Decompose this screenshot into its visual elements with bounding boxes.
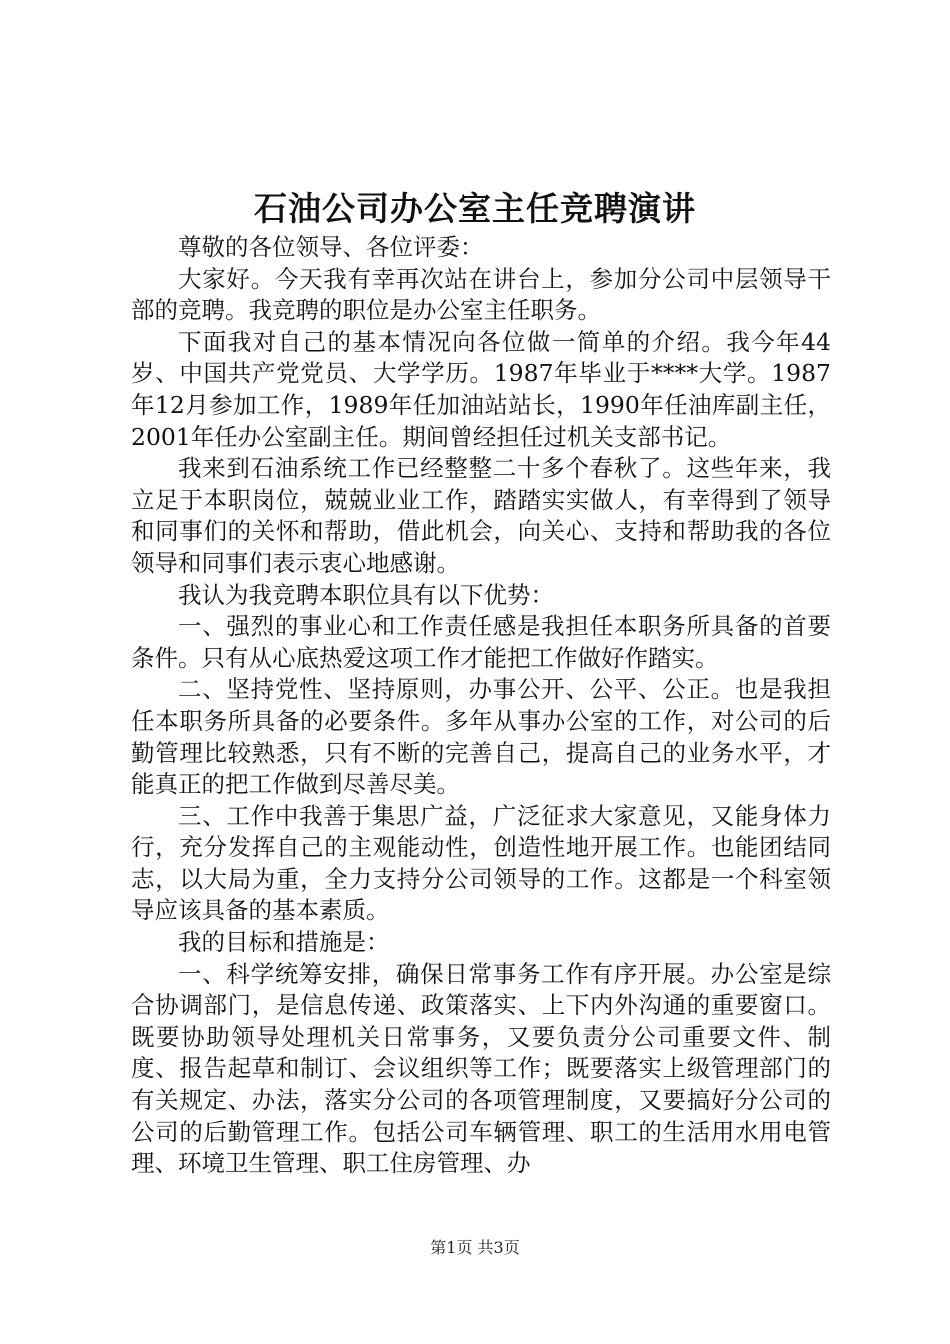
paragraph-career-thanks: 我来到石油系统工作已经整整二十多个春秋了。这些年来，我立足于本职岗位，兢兢业业工作，踏踏实实做人，有幸得到了领导和同事们的关怀和帮助，借此机会，向关心、支持和帮助我的各位领导和同事们表示衷心地感谢。 (131, 454, 831, 577)
paragraph-goals-intro: 我的目标和措施是： (178, 928, 390, 957)
document-title: 石油公司办公室主任竞聘演讲 (254, 189, 696, 228)
paragraph-advantage-three: 三、工作中我善于集思广益，广泛征求大家意见，又能身体力行，充分发挥自己的主观能动性，创造性地开展工作。也能团结同志，以大局为重，全力支持分公司领导的工作。这都是一个科室领导应该具备的基本素质。 (131, 801, 831, 925)
paragraph-goal-one: 一、科学统筹安排，确保日常事务工作有序开展。办公室是综合协调部门，是信息传递、政策落实、上下内外沟通的重要窗口。既要协助领导处理机关日常事务，又要负责分公司重要文件、制度、报告起草和制订、会议组织等工作；既要落实上级管理部门的有关规定、办法，落实分公司的各项管理制度，又要搞好分公司的公司的后勤管理工作。包括公司车辆管理、职工的生活用水用电管理、环境卫生管理、职工住房管理、办 (131, 959, 831, 1178)
paragraph-advantage-one: 一、强烈的事业心和工作责任感是我担任本职务所具备的首要条件。只有从心底热爱这项工作才能把工作做好作踏实。 (131, 612, 831, 672)
paragraph-greeting: 大家好。今天我有幸再次站在讲台上，参加分公司中层领导干部的竞聘。我竞聘的职位是办公室主任职务。 (131, 264, 831, 325)
document-body (131, 232, 831, 1180)
page-number-footer: 第1页 共3页 (430, 1238, 520, 1257)
paragraph-salutation: 尊敬的各位领导、各位评委： (178, 233, 484, 261)
paragraph-advantage-two: 二、坚持党性、坚持原则，办事公开、公平、公正。也是我担任本职务所具备的必要条件。多年从事办公室的工作，对公司的后勤管理比较熟悉，只有不断的完善自己，提高自己的业务水平，才能真正的把工作做到尽善尽美。 (131, 675, 831, 799)
paragraph-advantages-intro: 我认为我竞聘本职位具有以下优势： (178, 580, 554, 609)
paragraph-self-introduction: 下面我对自己的基本情况向各位做一简单的介绍。我今年44岁、中国共产党党员、大学学历。1987年毕业于****大学。1987年12月参加工作，1989年任加油站站长，1990年任油库副主任，2001年任办公室副主任。期间曾经担任过机关支部书记。 (131, 327, 831, 451)
